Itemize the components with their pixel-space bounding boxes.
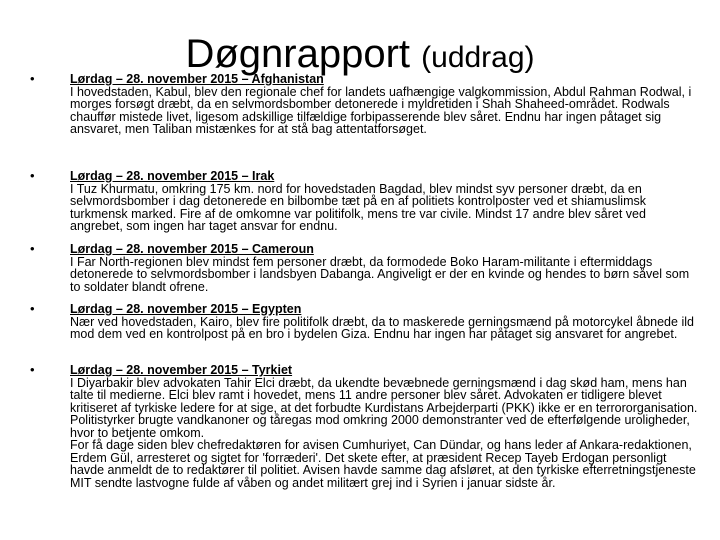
report-body: I hovedstaden, Kabul, blev den regionale chef for landets uafhængige valgkommission, Abdul Rahman Rodwal, i morges forsøgt dræbt, da en selvmordsbomber detonerede i myldretiden i Shah Shaheed-området. Rodwals chauffør mistede livet, ligesom adskillige tilfældige forbipasserende blev såret. Endnu har ingen påtaget sig ansvaret, men Taliban mistænkes for at stå bag attentatforsøget.: [70, 84, 692, 136]
bullet: •: [30, 241, 35, 256]
report-body: I Far North-regionen blev mindst fem personer dræbt, da formodede Boko Haram-militante i eftermiddags detonerede to selvmordsbomber i landsbyen Dabanga. Angiveligt er der en kvinde og hendes to børn såvel som to soldater blandt ofrene.: [70, 254, 690, 294]
report-body: I Diyarbakir blev advokaten Tahir Elci dræbt, da ukendte bevæbnede gerningsmænd i dag skød ham, mens han talte til medierne. Elci blev ramt i hovedet, mens 11 andre personer blev såret. Advokaten er tidligere blevet kritiseret af tyrkiske ledere for at sige, at det forbudte Kurdistans Arbejderparti (PKK) ikke er en terrororganisation. Politistyrker brugte vandkanoner og tåregas mod omkring 2000 demonstranter ved de efterfølgende uroligheder, hvor to betjente omkom.: [70, 375, 698, 440]
report-item-tyrkiet: [30, 364, 700, 489]
report-heading: Lørdag – 28. november 2015 – Cameroun: [70, 242, 314, 256]
report-item-afghanistan: [30, 73, 700, 170]
title-main: Døgnrapport: [185, 32, 411, 76]
report-body: I Tuz Khurmatu, omkring 175 km. nord for hovedstaden Bagdad, blev mindst syv personer dræbt, da en selvmordsbomber i dag detonerede en bilbombe tæt på en af politiets kontrolposter ved et shiamuslimsk turkmensk marked. Fire af de omkomne var politifolk, mens tre var civile. Mindst 17 andre blev såret ved angrebet, som ingen har taget ansvar for endnu.: [70, 181, 647, 233]
title-subtitle: (uddrag): [421, 41, 535, 74]
report-heading: Lørdag – 28. november 2015 – Irak: [70, 169, 275, 183]
report-item-cameroun: [30, 243, 700, 303]
report-list: [30, 73, 700, 489]
report-item-egypten: [30, 303, 700, 364]
bullet: •: [30, 362, 35, 377]
report-item-irak: [30, 170, 700, 243]
report-heading: Lørdag – 28. november 2015 – Tyrkiet: [70, 363, 293, 377]
report-body: Nær ved hovedstaden, Kairo, blev fire politifolk dræbt, da to maskerede gerningsmænd på motorcykel åbnede ild mod dem ved en kontrolpost på en bro i bydelen Giza. Endnu har ingen har påtaget sig ansvaret for angrebet.: [70, 314, 694, 341]
report-heading: Lørdag – 28. november 2015 – Egypten: [70, 302, 302, 316]
bullet: •: [30, 301, 35, 316]
bullet: •: [30, 71, 35, 86]
report-heading: Lørdag – 28. november 2015 – Afghanistan: [70, 72, 324, 86]
bullet: •: [30, 168, 35, 183]
report-body-continued: For få dage siden blev chefredaktøren for avisen Cumhuriyet, Can Dündar, og hans leder af Ankara-redaktionen, Erdem Gül, arresteret og sigtet for 'forræderi'. Det skete efter, at præsident Recep Tayeb Erdogan personligt havde anmeldt de to redaktører til politiet. Avisen havde samme dag afsløret, at den tyrkiske efterretningstjeneste MIT sendte lastvogne fulde af våben og andet militært grej ind i Syrien i januar sidste år.: [70, 438, 696, 490]
